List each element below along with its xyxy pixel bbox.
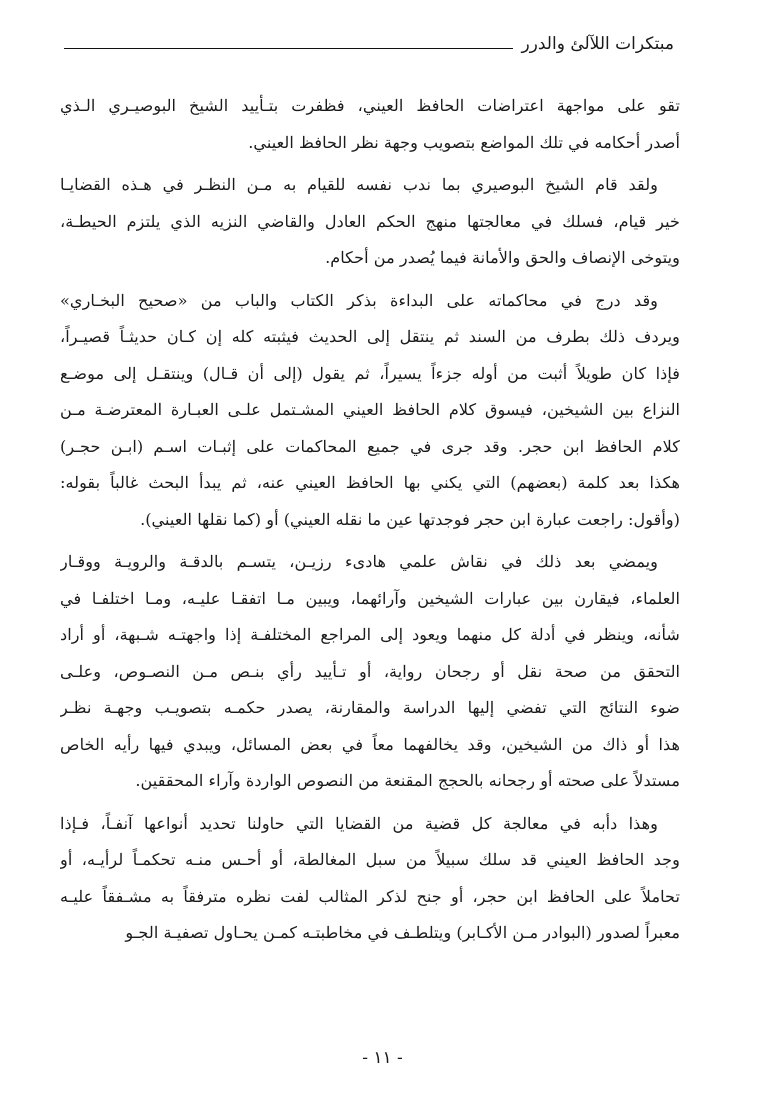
text-line: وجد الحافظ العيني قد سلك سبيلاً من سبل المغالطة، أو أحـس منـه تحكمـاً لرأيـه، أو <box>60 850 680 869</box>
text-line: العلماء، فيقارن بين عبارات الشيخين وآرائهما، ويبين مـا اتفقـا عليـه، ومـا اختلفـا في <box>60 588 680 608</box>
text-line: ضوء النتائج التي تفضي إليها الدراسة والمقارنة، يصدر حكمـه بتصويـب وجهـة نظـر <box>60 698 680 717</box>
text-line: معبراً لصدور (البوادر مـن الأكـابر) ويتلطـف في مخاطبتـه كمـن يحـاول تصفيـة الجـو <box>125 923 680 942</box>
text-line: وقد درج في محاكماته على البداءة بذكر الكتاب والباب من «صحيح البخـاري» <box>60 290 658 310</box>
page-number: - ١١ - <box>362 1048 403 1068</box>
paragraph <box>60 283 680 539</box>
text-line: شأنه، وينظر في أدلة كل منهما ويعود إلى المراجع المختلفـة إذا واجهتـه شـبهة، أو أراد <box>60 625 680 644</box>
text-line: أصدر أحكامه في تلك المواضع بتصويب وجهة نظر الحافظ العيني. <box>248 132 680 152</box>
book-title: مبتكرات اللآلئ والدرر <box>513 34 674 54</box>
text-line: مستدلاً على صحته أو رجحانه بالحجج المقنعة من النصوص الواردة وآراء المحققين. <box>135 771 680 790</box>
paragraph <box>60 806 680 952</box>
text-line: كلام الحافظ ابن حجر. وقد جرى في جميع المحاكمات على إثبـات اسـم (ابـن حجـر) <box>60 436 680 456</box>
paragraph <box>60 167 680 277</box>
text-line: وهذا دأبه في معالجة كل قضية من القضايا التي حاولنا تحديد أنواعها آنفـاً، فـإذا <box>60 813 658 833</box>
running-header <box>64 30 674 60</box>
text-line: خير قيام، فسلك في معالجتها منهج الحكم العادل والقاضي النزيه الذي يلتزم الحيطـة، <box>60 211 680 231</box>
text-line: ويتوخى الإنصاف والحق والأمانة فيما يُصدر من أحكام. <box>325 248 680 267</box>
text-line: هذا أو ذاك من الشيخين، وقد يخالفهما معاً في بعض المسائل، ويبدي فيها رأيه الخاص <box>60 734 680 754</box>
text-line: ويردف ذلك بطرف من السند ثم ينتقل إلى الحديث فيثبته كله إن كـان حديثـاً قصيـراً، <box>60 327 680 346</box>
paragraph <box>60 88 680 161</box>
text-line: (وأقول: راجعت عبارة ابن حجر فوجدتها عين ما نقله العيني) أو (كما نقلها العيني). <box>140 509 680 529</box>
text-line: هكذا بعد كلمة (بعضهم) التي يكني بها الحافظ العيني عنه، ثم يبدأ البحث غالباً بقوله: <box>60 473 680 492</box>
text-line: تحاملاً على الحافظ ابن حجر، أو جنح لذكر المثالب لفت نظره مترفقاً به مشـفقاً عليـه <box>60 886 680 906</box>
text-line: تقو على مواجهة اعتراضات الحافظ العيني، فظفرت بتـأييد الشيخ البوصيـري الـذي <box>60 96 680 115</box>
body-text <box>60 88 680 952</box>
text-line: النزاع بين الشيخين، فيسوق كلام الحافظ العيني المشـتمل علـى العبـارة المعترضـة مـن <box>60 400 680 419</box>
text-line: ويمضي بعد ذلك في نقاش علمي هادىء رزيـن، يتسـم بالدقـة والرويـة ووقـار <box>60 552 658 571</box>
paragraph <box>60 544 680 800</box>
text-line: فإذا كان طويلاً أثبت من أوله جزءاً يسيراً، ثم يقول (إلى أن قـال) وينتقـل إلى موضـع <box>60 363 680 383</box>
text-line: التحقق من صحة نقل أو رجحان رواية، أو تـأييد رأي بنـص مـن النصـوص، وعلـى <box>60 661 680 681</box>
text-line: ولقد قام الشيخ البوصيري بما ندب نفسه للقيام به مـن النظـر في هـذه القضايـا <box>60 175 658 194</box>
